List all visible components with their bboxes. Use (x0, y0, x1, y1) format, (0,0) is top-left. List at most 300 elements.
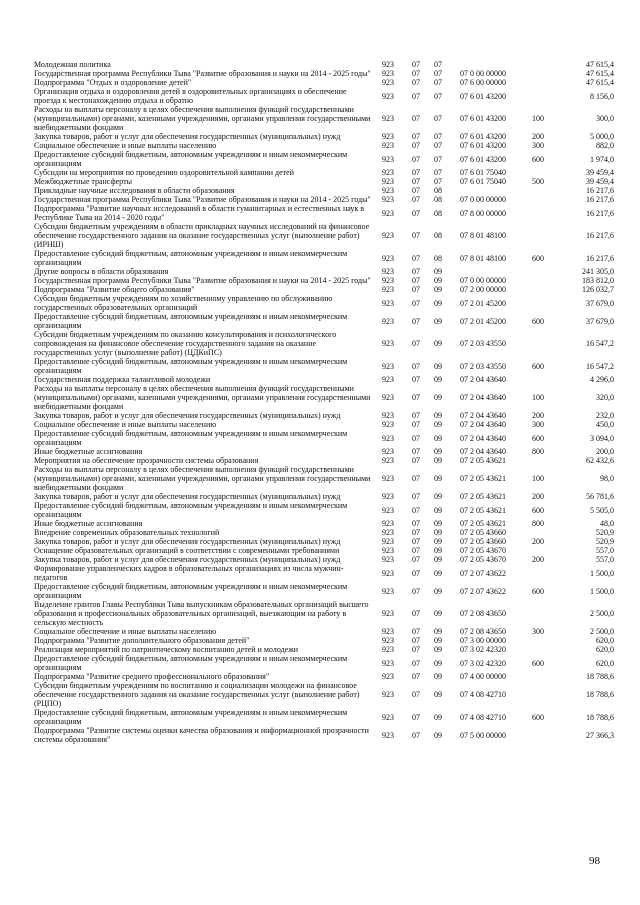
ministry-code: 923 (382, 730, 394, 740)
row-name: Прикладные научные исследования в области образования (34, 186, 235, 195)
subsection-code: 09 (434, 505, 442, 515)
subsection-code: 09 (434, 645, 442, 654)
subsection-code: 07 (434, 168, 442, 177)
row-name: Формирование управленческих кадров в образовательных организациях из числа мужчин-педагогов (34, 564, 344, 582)
subsection-code: 09 (434, 627, 442, 636)
ministry-code: 923 (382, 636, 394, 645)
amount: 232,0 (596, 411, 614, 420)
section-code: 07 (412, 730, 420, 740)
ministry-code: 923 (382, 132, 394, 141)
ministry-code: 923 (382, 276, 394, 285)
row-name: Расходы на выплаты персоналу в целях обеспечения выполнения функций государственными (муниципальными) органами, казенными учреждениями, органами управления государственными внебюджетными фондами (34, 105, 371, 132)
ministry-code: 923 (382, 267, 394, 276)
table-row (34, 726, 614, 744)
section-code: 07 (412, 69, 420, 78)
expense-type-code: 800 (532, 519, 544, 528)
row-name: Предоставление субсидий бюджетным, автономным учреждениям и иным некоммерческим организациям (34, 150, 348, 168)
row-name: Закупка товаров, работ и услуг для обеспечения государственных (муниципальных) нужд (34, 555, 341, 564)
table-row (34, 276, 614, 285)
ministry-code: 923 (382, 208, 394, 218)
section-code: 07 (412, 285, 420, 294)
expense-type-code (532, 546, 566, 555)
expense-type-code: 100 (532, 393, 544, 402)
subsection-code: 09 (434, 690, 442, 699)
row-name: Субсидии бюджетным учреждениям в области прикладных научных исследований на финансовое обеспечение государственного задания на оказание государственных услуг (выполнение работ) (ИРНШ) (34, 222, 370, 249)
section-code: 07 (412, 393, 420, 402)
subsection-code: 09 (434, 537, 442, 546)
target-item-code: 07 2 08 43650 (460, 627, 506, 636)
ministry-code: 923 (382, 555, 394, 564)
amount: 98,0 (600, 474, 614, 483)
amount: 39 459,4 (586, 177, 614, 186)
expense-type-code: 600 (532, 154, 544, 164)
target-item-code: 07 2 04 43640 (460, 393, 506, 402)
expense-type-code (532, 645, 566, 654)
expense-type-code: 300 (532, 627, 544, 636)
table-row (34, 600, 614, 627)
subsection-code: 09 (434, 555, 442, 564)
expense-type-code: 100 (532, 474, 544, 483)
section-code: 07 (412, 636, 420, 645)
subsection-code: 09 (434, 375, 442, 384)
expense-type-code (532, 636, 566, 645)
expense-type-code: 200 (532, 555, 544, 564)
amount: 16 217,6 (586, 186, 614, 195)
ministry-code: 923 (382, 420, 394, 429)
amount: 16 547,2 (586, 339, 614, 348)
ministry-code: 923 (382, 298, 394, 308)
table-row (34, 501, 614, 519)
row-name: Предоставление субсидий бюджетным, автономным учреждениям и иным некоммерческим организациям (34, 501, 348, 519)
subsection-code: 09 (434, 420, 442, 429)
row-name: Социальное обеспечение и иные выплаты населению (34, 420, 217, 429)
section-code: 07 (412, 519, 420, 528)
section-code: 07 (412, 627, 420, 636)
table-row (34, 357, 614, 375)
ministry-code: 923 (382, 141, 394, 150)
section-code: 07 (412, 316, 420, 326)
target-item-code: 07 2 00 00000 (460, 285, 506, 294)
target-item-code: 07 2 05 43621 (460, 519, 506, 528)
table-row (34, 492, 614, 501)
amount: 27 366,3 (586, 730, 614, 740)
row-name: Предоставление субсидий бюджетным, автономным учреждениям и иным некоммерческим организациям (34, 708, 348, 726)
expense-type-code (532, 87, 566, 105)
table-row (34, 87, 614, 105)
subsection-code: 09 (434, 393, 442, 402)
expense-type-code: 600 (532, 253, 544, 263)
subsection-code: 07 (434, 91, 442, 101)
subsection-code: 07 (434, 114, 442, 123)
target-item-code: 07 4 08 42710 (460, 690, 506, 699)
section-code: 07 (412, 555, 420, 564)
expense-type-code: 800 (532, 447, 544, 456)
row-name: Субсидии бюджетным учреждениям по оказанию консультирования и психологического сопровождения на финансовое обеспечение государственного задания на оказание государственных услуг (выполнение работ) (ЦДКиПС) (34, 330, 337, 357)
ministry-code: 923 (382, 361, 394, 371)
target-item-code: 07 2 04 43640 (460, 375, 506, 384)
amount: 62 432,6 (586, 456, 614, 465)
section-code: 07 (412, 276, 420, 285)
subsection-code: 09 (434, 609, 442, 618)
table-row (34, 375, 614, 384)
budget-table-container (34, 60, 614, 744)
table-row (34, 456, 614, 465)
amount: 520,9 (596, 537, 614, 546)
section-code: 07 (412, 433, 420, 443)
row-name: Социальное обеспечение и иные выплаты населению (34, 627, 217, 636)
row-name: Предоставление субсидий бюджетным, автономным учреждениям и иным некоммерческим организациям (34, 312, 348, 330)
target-item-code: 07 2 05 43621 (460, 505, 506, 515)
section-code: 07 (412, 231, 420, 240)
ministry-code: 923 (382, 546, 394, 555)
row-name: Расходы на выплаты персоналу в целях обеспечения выполнения функций государственными (муниципальными) органами, казенными учреждениями, органами управления государственными внебюджетными фондами (34, 465, 371, 492)
section-code: 07 (412, 672, 420, 681)
ministry-code: 923 (382, 537, 394, 546)
expense-type-code: 600 (532, 586, 544, 596)
ministry-code: 923 (382, 447, 394, 456)
section-code: 07 (412, 253, 420, 263)
table-row (34, 546, 614, 555)
table-row (34, 555, 614, 564)
amount: 18 788,6 (586, 672, 614, 681)
row-name: Государственная программа Республики Тыва "Развитие образования и науки на 2014 - 2025 годы" (34, 69, 371, 78)
expense-type-code (532, 276, 566, 285)
ministry-code: 923 (382, 316, 394, 326)
subsection-code: 09 (434, 519, 442, 528)
ministry-code: 923 (382, 78, 394, 87)
amount: 8 156,0 (590, 91, 614, 101)
amount: 37 679,0 (586, 316, 614, 326)
row-name: Межбюджетные трансферты (34, 177, 132, 186)
section-code: 07 (412, 505, 420, 515)
target-item-code: 07 6 00 00000 (460, 78, 506, 87)
expense-type-code (532, 564, 566, 582)
row-name: Подпрограмма "Развитие среднего профессионального образования" (34, 672, 270, 681)
section-code: 07 (412, 537, 420, 546)
table-row (34, 564, 614, 582)
table-row (34, 384, 614, 411)
row-name: Субсидии на мероприятия по проведению оздоровительной кампании детей (34, 168, 295, 177)
ministry-code: 923 (382, 253, 394, 263)
amount: 557,0 (596, 546, 614, 555)
expense-type-code (532, 528, 566, 537)
amount: 47 615,4 (586, 69, 614, 78)
table-row (34, 78, 614, 87)
target-item-code: 07 2 05 43670 (460, 555, 506, 564)
table-row (34, 105, 614, 132)
expense-type-code: 600 (532, 316, 544, 326)
subsection-code: 07 (434, 132, 442, 141)
ministry-code: 923 (382, 195, 394, 204)
table-row (34, 330, 614, 357)
target-item-code: 07 3 02 42320 (460, 645, 506, 654)
ministry-code: 923 (382, 609, 394, 618)
section-code: 07 (412, 375, 420, 384)
table-row (34, 672, 614, 681)
row-name: Иные бюджетные ассигнования (34, 519, 143, 528)
row-name: Расходы на выплаты персоналу в целях обеспечения выполнения функций государственными (муниципальными) органами, казенными учреждениями, органами управления государственными внебюджетными фондами (34, 384, 371, 411)
row-name: Оснащение образовательных организаций в соответствии с современными требованиями (34, 546, 340, 555)
expense-type-code: 300 (532, 420, 544, 429)
subsection-code: 09 (434, 276, 442, 285)
table-row (34, 132, 614, 141)
expense-type-code: 200 (532, 492, 544, 501)
expense-type-code (532, 681, 566, 708)
expense-type-code: 200 (532, 132, 544, 141)
ministry-code: 923 (382, 168, 394, 177)
table-row (34, 312, 614, 330)
subsection-code: 09 (434, 712, 442, 722)
table-row (34, 249, 614, 267)
row-name: Подпрограмма "Развитие общего образования" (34, 285, 195, 294)
section-code: 07 (412, 528, 420, 537)
table-row (34, 60, 614, 69)
target-item-code: 07 2 03 43550 (460, 339, 506, 348)
expense-type-code (532, 456, 566, 465)
subsection-code: 09 (434, 411, 442, 420)
expense-type-code: 600 (532, 505, 544, 515)
amount: 200,0 (596, 447, 614, 456)
target-item-code (460, 267, 532, 276)
expense-type-code (532, 375, 566, 384)
expense-type-code (532, 726, 566, 744)
amount: 16 217,6 (586, 253, 614, 263)
amount: 16 547,2 (586, 361, 614, 371)
row-name: Предоставление субсидий бюджетным, автономным учреждениям и иным некоммерческим организациям (34, 654, 348, 672)
target-item-code: 07 8 01 48100 (460, 253, 506, 263)
section-code: 07 (412, 456, 420, 465)
subsection-code: 09 (434, 298, 442, 308)
section-code: 07 (412, 60, 420, 69)
row-name: Подпрограмма "Развитие дополнительного образования детей" (34, 636, 250, 645)
target-item-code: 07 2 05 43660 (460, 528, 506, 537)
table-row (34, 294, 614, 312)
amount: 620,0 (596, 636, 614, 645)
subsection-code: 07 (434, 141, 442, 150)
ministry-code: 923 (382, 393, 394, 402)
table-row (34, 177, 614, 186)
target-item-code: 07 2 07 43622 (460, 568, 506, 578)
target-item-code: 07 2 04 43640 (460, 447, 506, 456)
expense-type-code (532, 186, 566, 195)
page-number: 98 (589, 855, 600, 867)
row-name: Мероприятия на обеспечение прозрачности системы образования (34, 456, 259, 465)
target-item-code: 07 2 05 43670 (460, 546, 506, 555)
target-item-code: 07 6 01 43200 (460, 154, 506, 164)
table-row (34, 645, 614, 654)
amount: 5 505,0 (590, 505, 614, 515)
budget-table (34, 60, 614, 744)
section-code: 07 (412, 91, 420, 101)
target-item-code: 07 2 08 43650 (460, 609, 506, 618)
ministry-code: 923 (382, 658, 394, 668)
subsection-code: 07 (434, 177, 442, 186)
section-code: 07 (412, 177, 420, 186)
amount: 16 217,6 (586, 231, 614, 240)
subsection-code: 09 (434, 546, 442, 555)
section-code: 07 (412, 546, 420, 555)
section-code: 07 (412, 712, 420, 722)
section-code: 07 (412, 132, 420, 141)
row-name: Подпрограмма "Развитие научных исследований в области гуманитарных и естественных наук в Республике Тыва на 2014 - 2020 годы" (34, 204, 365, 222)
target-item-code: 07 2 05 43621 (460, 492, 506, 501)
expense-type-code: 500 (532, 177, 544, 186)
ministry-code: 923 (382, 690, 394, 699)
subsection-code: 07 (434, 60, 442, 69)
expense-type-code (532, 672, 566, 681)
target-item-code: 07 2 05 43621 (460, 456, 506, 465)
target-item-code: 07 6 01 43200 (460, 141, 506, 150)
table-row (34, 411, 614, 420)
subsection-code: 08 (434, 231, 442, 240)
target-item-code: 07 2 04 43640 (460, 420, 506, 429)
target-item-code: 07 2 03 43550 (460, 361, 506, 371)
table-row (34, 465, 614, 492)
ministry-code: 923 (382, 411, 394, 420)
subsection-code: 09 (434, 456, 442, 465)
amount: 37 679,0 (586, 298, 614, 308)
subsection-code: 09 (434, 316, 442, 326)
section-code: 07 (412, 154, 420, 164)
subsection-code: 09 (434, 492, 442, 501)
table-row (34, 420, 614, 429)
section-code: 07 (412, 168, 420, 177)
row-name: Организация отдыха и оздоровления детей в оздоровительных организациях и обеспечение проезда к местонахождению отдыха и обратно (34, 87, 347, 105)
subsection-code: 09 (434, 433, 442, 443)
amount: 557,0 (596, 555, 614, 564)
section-code: 07 (412, 474, 420, 483)
subsection-code: 07 (434, 69, 442, 78)
target-item-code: 07 2 04 43640 (460, 411, 506, 420)
table-row (34, 681, 614, 708)
row-name: Иные бюджетные ассигнования (34, 447, 143, 456)
target-item-code: 07 6 01 43200 (460, 114, 506, 123)
section-code: 07 (412, 339, 420, 348)
amount: 241 305,0 (582, 267, 614, 276)
subsection-code: 08 (434, 186, 442, 195)
ministry-code: 923 (382, 519, 394, 528)
subsection-code: 09 (434, 672, 442, 681)
table-row (34, 429, 614, 447)
row-name: Субсидии бюджетным учреждениям по хозяйственному управлению по обслуживанию государственных образовательных организаций (34, 294, 333, 312)
ministry-code: 923 (382, 627, 394, 636)
subsection-code: 09 (434, 285, 442, 294)
ministry-code: 923 (382, 60, 394, 69)
section-code: 07 (412, 78, 420, 87)
ministry-code: 923 (382, 285, 394, 294)
expense-type-code (532, 60, 566, 69)
section-code: 07 (412, 645, 420, 654)
target-item-code: 07 4 08 42710 (460, 712, 506, 722)
target-item-code: 07 3 00 00000 (460, 636, 506, 645)
target-item-code: 07 6 01 43200 (460, 132, 506, 141)
expense-type-code (532, 195, 566, 204)
section-code: 07 (412, 568, 420, 578)
expense-type-code (532, 267, 566, 276)
section-code: 07 (412, 492, 420, 501)
section-code: 07 (412, 420, 420, 429)
ministry-code: 923 (382, 433, 394, 443)
row-name: Предоставление субсидий бюджетным, автономным учреждениям и иным некоммерческим организациям (34, 429, 348, 447)
table-row (34, 519, 614, 528)
subsection-code: 09 (434, 658, 442, 668)
amount: 620,0 (596, 645, 614, 654)
amount: 1 974,0 (590, 154, 614, 164)
ministry-code: 923 (382, 154, 394, 164)
table-row (34, 267, 614, 276)
row-name: Закупка товаров, работ и услуг для обеспечения государственных (муниципальных) нужд (34, 132, 341, 141)
target-item-code: 07 2 04 43640 (460, 433, 506, 443)
subsection-code: 08 (434, 253, 442, 263)
target-item-code: 07 6 01 75040 (460, 168, 506, 177)
target-item-code: 07 8 01 48100 (460, 231, 506, 240)
subsection-code: 09 (434, 636, 442, 645)
amount: 47 615,4 (586, 60, 614, 69)
table-row (34, 582, 614, 600)
section-code: 07 (412, 195, 420, 204)
target-item-code: 07 2 05 43660 (460, 537, 506, 546)
expense-type-code: 200 (532, 537, 544, 546)
amount: 1 500,0 (590, 586, 614, 596)
expense-type-code (532, 330, 566, 357)
subsection-code: 08 (434, 208, 442, 218)
ministry-code: 923 (382, 568, 394, 578)
amount: 4 296,0 (590, 375, 614, 384)
row-name: Государственная программа Республики Тыва "Развитие образования и науки на 2014 - 2025 годы" (34, 276, 371, 285)
row-name: Предоставление субсидий бюджетным, автономным учреждениям и иным некоммерческим организациям (34, 357, 348, 375)
row-name: Государственная программа Республики Тыва "Развитие образования и науки на 2014 - 2025 годы" (34, 195, 371, 204)
ministry-code: 923 (382, 528, 394, 537)
row-name: Другие вопросы в области образования (34, 267, 169, 276)
expense-type-code: 200 (532, 411, 544, 420)
section-code: 07 (412, 447, 420, 456)
amount: 882,0 (596, 141, 614, 150)
table-row (34, 222, 614, 249)
subsection-code: 09 (434, 339, 442, 348)
section-code: 07 (412, 141, 420, 150)
ministry-code: 923 (382, 375, 394, 384)
table-row (34, 285, 614, 294)
ministry-code: 923 (382, 177, 394, 186)
row-name: Предоставление субсидий бюджетным, автономным учреждениям и иным некоммерческим организациям (34, 582, 348, 600)
amount: 320,0 (596, 393, 614, 402)
expense-type-code (532, 69, 566, 78)
table-row (34, 528, 614, 537)
section-code: 07 (412, 609, 420, 618)
expense-type-code (532, 294, 566, 312)
amount: 183 812,0 (582, 276, 614, 285)
amount: 16 217,6 (586, 208, 614, 218)
expense-type-code: 100 (532, 114, 544, 123)
expense-type-code (532, 222, 566, 249)
subsection-code: 09 (434, 568, 442, 578)
section-code: 07 (412, 658, 420, 668)
subsection-code: 09 (434, 528, 442, 537)
table-row (34, 186, 614, 195)
subsection-code: 09 (434, 267, 442, 276)
target-item-code: 07 2 01 45200 (460, 298, 506, 308)
ministry-code: 923 (382, 186, 394, 195)
amount: 5 000,0 (590, 132, 614, 141)
row-name: Подпрограмма "Развитие системы оценки качества образования и информационной прозрачности системы образования" (34, 726, 369, 744)
row-name: Реализация мероприятий по патриотическому воспитанию детей и молодежи (34, 645, 299, 654)
subsection-code: 09 (434, 447, 442, 456)
target-item-code: 07 6 01 75040 (460, 177, 506, 186)
section-code: 07 (412, 186, 420, 195)
row-name: Закупка товаров, работ и услуг для обеспечения государственных (муниципальных) нужд (34, 492, 341, 501)
row-name: Предоставление субсидий бюджетным, автономным учреждениям и иным некоммерческим организациям (34, 249, 348, 267)
expense-type-code (532, 204, 566, 222)
